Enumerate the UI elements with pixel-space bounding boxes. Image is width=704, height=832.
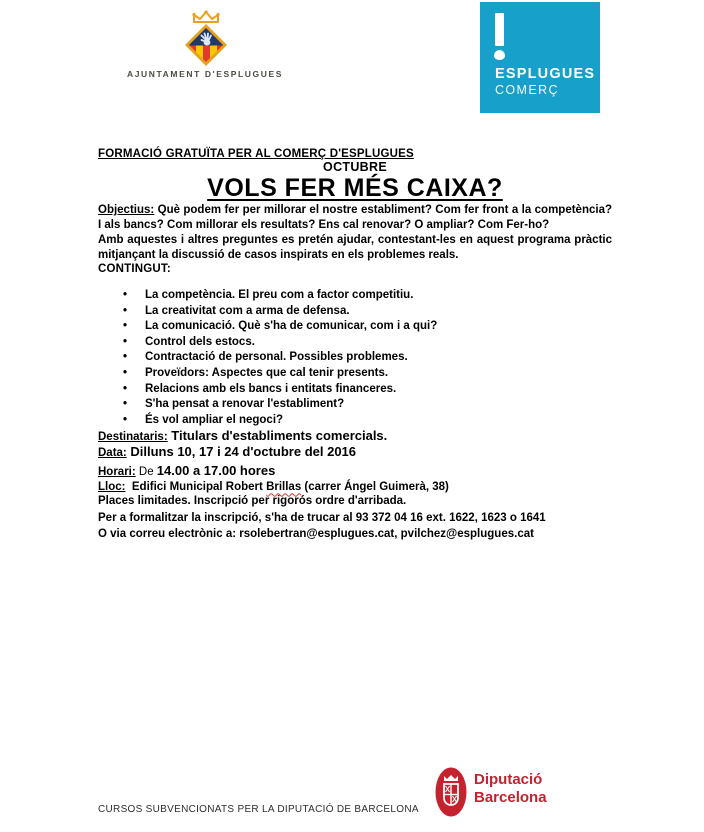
data-line xyxy=(98,443,612,462)
horari-label: Horari: xyxy=(98,466,136,479)
diputacio-barcelona-seal-icon xyxy=(435,767,467,817)
esplugues-comerc-logo xyxy=(480,2,600,113)
bullet-item: • La competència. El preu com a factor competitiu. xyxy=(123,288,612,304)
doc-heading: FORMACIÓ GRATUÏTA PER AL COMERÇ D'ESPLUGUES xyxy=(98,148,414,160)
lloc-misspelled-word: Brillas xyxy=(266,481,302,494)
destinataris-value: Titulars d'establiments comercials. xyxy=(167,428,388,444)
comerc-logo-line2: COMERÇ xyxy=(495,83,559,97)
bullet-item: • S'ha pensat a renovar l'establiment? xyxy=(123,397,612,413)
topics-list xyxy=(98,288,612,428)
horari-prefix: De xyxy=(135,466,157,479)
places-line1: Places limitades. Inscripció per rigorós ordre d'arribada. xyxy=(98,495,407,508)
objectius-text: Què podem fer per millorar el nostre establiment? Com fer front a la competència? I als bancs? Com millorar els resultats? Ens cal renovar? O ampliar? Com Fer-ho? xyxy=(98,204,612,231)
esplugues-coat-of-arms-icon xyxy=(183,10,229,68)
diputacio-line2: Barcelona xyxy=(474,789,547,806)
comerc-logo-line1: ESPLUGUES xyxy=(495,66,596,82)
bullet-item: • Contractació de personal. Possibles problemes. xyxy=(123,350,612,366)
bullet-item: • La creativitat com a arma de defensa. xyxy=(123,304,612,320)
main-title-text: VOLS FER MÉS CAIXA? xyxy=(207,174,503,202)
bullet-item: • Relacions amb els bancs i entitats financeres. xyxy=(123,382,612,398)
bullet-item: • És vol ampliar el negoci? xyxy=(123,413,612,429)
places-paragraph xyxy=(98,493,612,543)
exclamation-dot-icon xyxy=(494,50,505,60)
diputacio-wordmark xyxy=(474,771,547,807)
main-title xyxy=(98,174,612,203)
exclamation-icon xyxy=(495,13,504,46)
document-body xyxy=(98,148,612,543)
ajuntament-label: AJUNTAMENT D'ESPLUGUES xyxy=(126,69,284,79)
footer-note: CURSOS SUBVENCIONATS PER LA DIPUTACIÓ DE BARCELONA xyxy=(98,804,419,815)
bullet-item: • Proveïdors: Aspectes que cal tenir presents. xyxy=(123,366,612,382)
destinataris-label: Destinataris: xyxy=(98,431,168,444)
diputacio-line1: Diputació xyxy=(474,771,543,788)
lloc-label: Lloc: xyxy=(98,481,126,494)
horari-value: 14.00 a 17.00 hores xyxy=(156,463,276,479)
destinataris-line xyxy=(98,428,612,443)
objectius-paragraph xyxy=(98,203,612,233)
bullet-item: • La comunicació. Què s'ha de comunicar, com i a qui? xyxy=(123,319,612,335)
lloc-value-part1: Edifici Municipal Robert xyxy=(125,481,267,494)
horari-line xyxy=(98,462,612,481)
objectius-label: Objectius: xyxy=(98,204,155,216)
intro-paragraph: Amb aquestes i altres preguntes es pretén ajudar, contestant-les en aquest programa pràctic mitjançant la discussió de casos inspirats en els problemes reals. xyxy=(98,234,612,261)
data-label: Data: xyxy=(98,447,127,460)
month-heading: OCTUBRE xyxy=(323,160,387,174)
places-line3: O via correu electrònic a: rsolebertran@esplugues.cat, pvilchez@esplugues.cat xyxy=(98,528,534,541)
data-value: Dilluns 10, 17 i 24 d'octubre del 2016 xyxy=(126,444,357,460)
bullet-item: • Control dels estocs. xyxy=(123,335,612,351)
lloc-value-part2: (carrer Ángel Guimerà, 38) xyxy=(301,481,449,494)
places-line2: Per a formalitzar la inscripció, s'ha de trucar al 93 372 04 16 ext. 1622, 1623 o 1641 xyxy=(98,511,546,524)
lloc-line xyxy=(98,481,612,493)
contingut-label: CONTINGUT: xyxy=(98,263,171,275)
